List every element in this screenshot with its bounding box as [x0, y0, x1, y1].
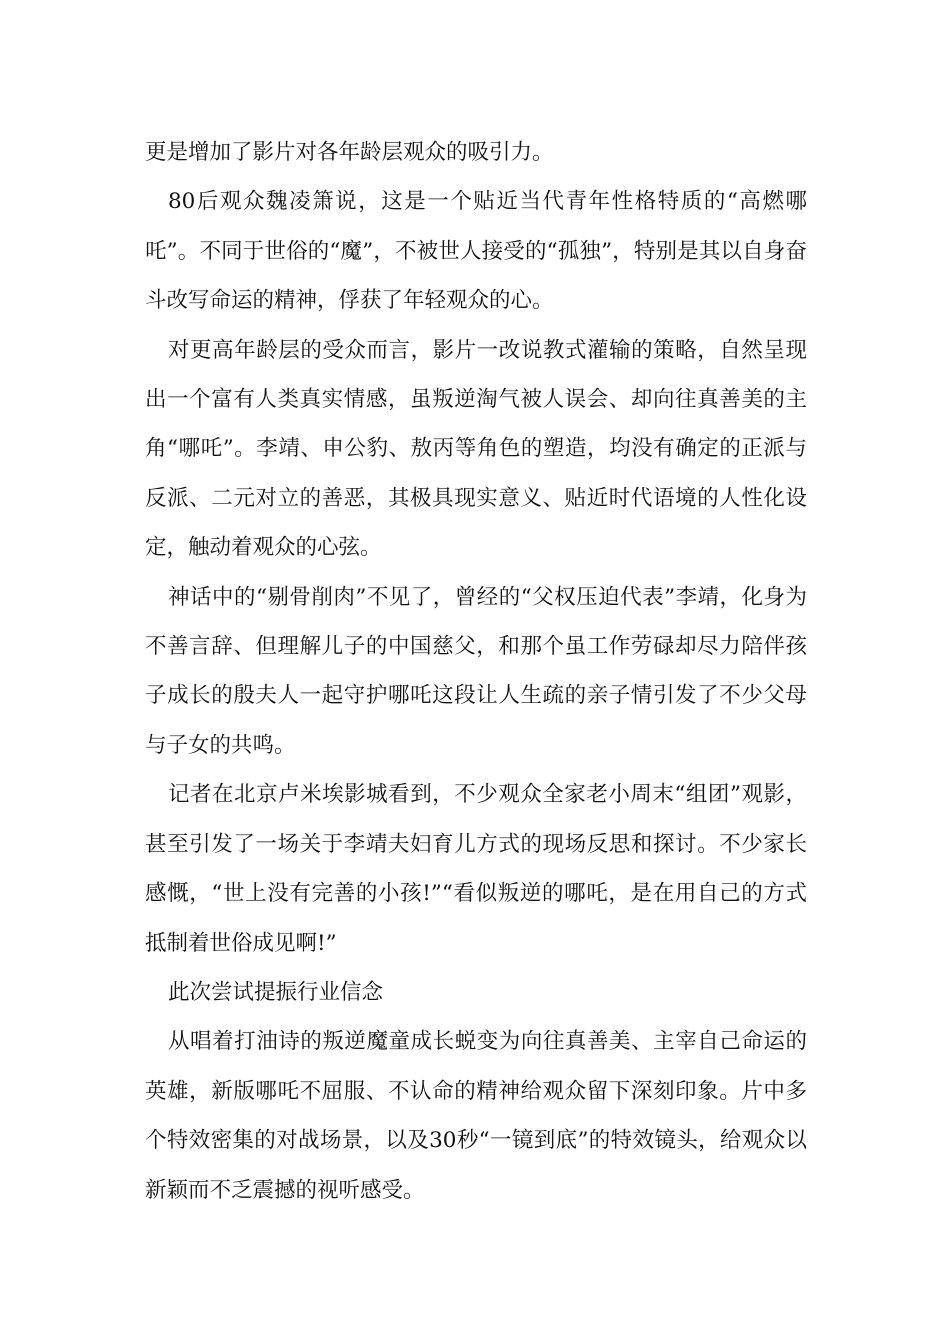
paragraph-continuation: 更是增加了影片对各年龄层观众的吸引力。	[145, 140, 554, 165]
paragraph: 记者在北京卢米埃影城看到，不少观众全家老小周末“组团”观影，甚至引发了一场关于李靖夫妇育儿方式的现场反思和探讨。不少家长感慨，“世上没有完善的小孩!”“看似叛逆的哪吒，是在用自己的方式抵制着世俗成见啊!”	[145, 782, 807, 956]
article-body	[145, 128, 807, 1215]
paragraph: 80后观众魏凌箫说，这是一个贴近当代青年性格特质的“高燃哪吒”。不同于世俗的“魔”，不被世人接受的“孤独”，特别是其以自身奋斗改写命运的精神，俘获了年轻观众的心。	[145, 189, 807, 314]
paragraph: 神话中的“剔骨削肉”不见了，曾经的“父权压迫代表”李靖，化身为不善言辞、但理解儿子的中国慈父，和那个虽工作劳碌却尽力陪伴孩子成长的殷夫人一起守护哪吒这段让人生疏的亲子情引发了不少父母与子女的共鸣。	[145, 584, 807, 758]
paragraph: 对更高年龄层的受众而言，影片一改说教式灌输的策略，自然呈现出一个富有人类真实情感，虽叛逆淘气被人误会、却向往真善美的主角“哪吒”。李靖、申公豹、敖丙等角色的塑造，均没有确定的正派与反派、二元对立的善恶，其极具现实意义、贴近时代语境的人性化设定，触动着观众的心弦。	[145, 337, 807, 561]
paragraph: 从唱着打油诗的叛逆魔童成长蜕变为向往真善美、主宰自己命运的英雄，新版哪吒不屈服、不认命的精神给观众留下深刻印象。片中多个特效密集的对战场景，以及30秒“一镜到底”的特效镜头，给观众以新颖而不乏震撼的视听感受。	[145, 1029, 807, 1203]
section-heading: 此次尝试提振行业信念	[168, 979, 384, 1005]
